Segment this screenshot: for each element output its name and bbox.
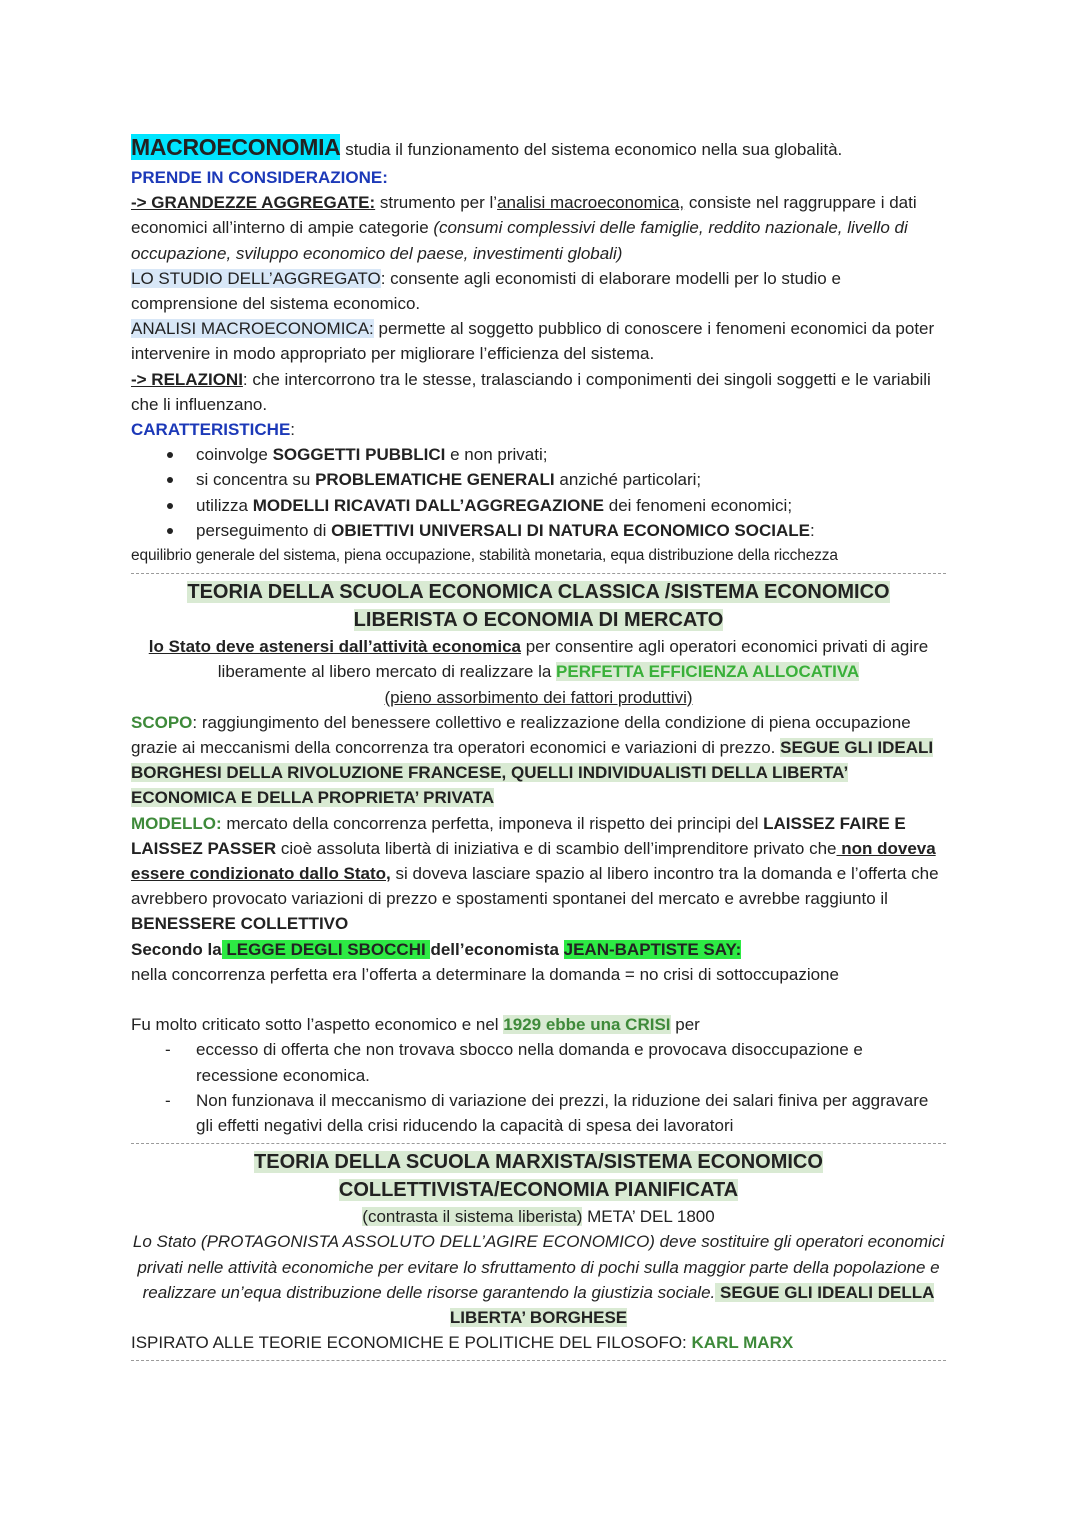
studio-label: LO STUDIO DELL’AGGREGATO — [131, 268, 381, 288]
notes-content — [131, 132, 946, 1365]
scopo-label: SCOPO — [131, 712, 193, 732]
scopo-paragraph — [131, 710, 946, 811]
studio-paragraph — [131, 266, 946, 316]
karl-marx: KARL MARX — [691, 1333, 794, 1353]
secondo-text: Secondo la — [131, 939, 222, 959]
contrasta-line — [131, 1204, 946, 1229]
grandezze-label: -> GRANDEZZE AGGREGATE: — [131, 193, 376, 213]
caratteristiche-colon: : — [290, 420, 296, 440]
classica-title — [131, 578, 946, 634]
analisi-text: permette al soggetto pubblico di conoscere i fenomeni economici da poter intervenire in modo appropriato per migliorare l’efficienza del sistema. — [131, 319, 935, 364]
caratteristiche-heading — [131, 417, 946, 442]
marxista-stato-paragraph — [131, 1229, 946, 1330]
macro-intro — [131, 132, 946, 165]
modello-text-1: mercato della concorrenza perfetta, imponeva il rispetto dei principi del — [221, 813, 764, 833]
relazioni-label: -> RELAZIONI — [131, 369, 243, 389]
list-item: - Non funzionava il meccanismo di variazione dei prezzi, la riduzione dei salari finiva per aggravare gli effetti negativi della crisi riducendo la capacità di spesa dei lavoratori — [165, 1088, 946, 1138]
analisi-paragraph — [131, 316, 946, 366]
relazioni-text: : che intercorrono tra le stesse, tralasciando i componimenti dei singoli soggetti e le variabili che li influenzano. — [131, 369, 931, 414]
caratteristiche-list — [131, 442, 946, 543]
studio-text: : consente agli economisti di elaborare modelli per lo studio e comprensione del sistema economico. — [131, 268, 841, 314]
macro-intro-text: studia il funzionamento del sistema economico nella sua globalità. — [340, 140, 843, 159]
bullet-post: dei fenomeni economici; — [604, 495, 793, 515]
ispirato-text: ISPIRATO ALLE TEORIE ECONOMICHE E POLITICHE DEL FILOSOFO: — [131, 1333, 692, 1353]
prende-heading: PRENDE IN CONSIDERAZIONE: — [131, 168, 388, 187]
caratteristiche-label: CARATTERISTICHE — [131, 420, 291, 440]
legge-sbocchi: LEGGE DEGLI SBOCCHI — [221, 939, 431, 959]
relazioni-paragraph — [131, 367, 946, 417]
grandezze-text-1: strumento per l’ — [375, 193, 498, 213]
criticato-text: Fu molto criticato sotto l’aspetto economico e nel — [131, 1015, 504, 1035]
crisi-1929: 1929 ebbe una CRISI — [503, 1015, 671, 1035]
classica-stato-paragraph — [131, 634, 946, 710]
secondo-line — [131, 937, 946, 962]
classica-title-line-2: LIBERISTA O ECONOMIA DI MERCATO — [353, 609, 724, 632]
bullet-pre: perseguimento di — [196, 520, 332, 540]
bullet-pre: coinvolge — [196, 445, 273, 465]
bullet-bold: OBIETTIVI UNIVERSALI DI NATURA ECONOMICO SOCIALE — [331, 520, 810, 540]
bullet-pre: si concentra su — [196, 470, 316, 490]
modello-text-2: cioè assoluta libertà di iniziativa e di scambio dell’imprenditore privato che — [276, 838, 837, 858]
stato-protagonista: Lo Stato (PROTAGONISTA ASSOLUTO DELL’AGIRE ECONOMICO) deve sostituire gli operatori economici privati nelle attività economiche per evitare lo sfruttamento di pochi sulla maggior parte della popolazione e realizzare un’equa distribuzione delle risorse garantendo la giustizia sociale. — [132, 1232, 945, 1302]
equilibrio-line: equilibrio generale del sistema, piena occupazione, stabilità monetaria, equa distribuzione della ricchezza — [131, 547, 838, 565]
scopo-text: : raggiungimento del benessere collettivo e realizzazione della condizione di piena occupazione grazie ai meccanismi della concorrenza tra operatori economici e variazioni di prezzo. — [131, 712, 911, 758]
nella-line: nella concorrenza perfetta era l’offerta a determinare la domanda = no crisi di sottoccupazione — [131, 964, 839, 984]
bullet-bold: SOGGETTI PUBBLICI — [272, 445, 446, 465]
benessere-collettivo: BENESSERE COLLETTIVO — [131, 914, 349, 934]
blank-line — [131, 987, 946, 1012]
section-divider — [131, 1360, 946, 1361]
bullet-pre: utilizza — [196, 495, 253, 515]
ispirato-line — [131, 1330, 946, 1355]
list-item — [165, 467, 946, 492]
list-item: - eccesso di offerta che non trovava sbocco nella domanda e provocava disoccupazione e recessione economica. — [165, 1037, 946, 1087]
segue-liberta-borghese: SEGUE GLI IDEALI DELLA LIBERTA’ BORGHESE — [449, 1282, 935, 1327]
economista-text: dell’economista — [430, 939, 564, 959]
section-divider — [131, 1143, 946, 1144]
modello-paragraph — [131, 811, 946, 937]
modello-text-3: si doveva lasciare spazio al libero incontro tra la domanda e l’offerta che avrebbero provocato variazioni di prezzo e spostamenti spontanei del mercato e avrebbe raggiunto il — [131, 864, 939, 909]
jean-baptiste-say: JEAN-BAPTISTE SAY: — [563, 939, 742, 959]
bullet-bold: PROBLEMATICHE GENERALI — [315, 470, 555, 490]
contrasta-text: (contrasta il sistema liberista) — [362, 1207, 583, 1227]
modello-label: MODELLO: — [131, 813, 222, 833]
analisi-underline: analisi macroeconomica, — [497, 193, 685, 213]
non-condizionato: non doveva essere condizionato dallo Stato, — [131, 838, 936, 884]
criticato-line — [131, 1012, 946, 1037]
stato-astenersi: lo Stato deve astenersi dall’attività economica — [148, 637, 521, 657]
marxista-title — [131, 1148, 946, 1204]
grandezze-italic: (consumi complessivi delle famiglie, reddito nazionale, livello di occupazione, sviluppo economico del paese, investimenti globali) — [131, 218, 908, 263]
list-item — [165, 442, 946, 467]
list-item — [165, 493, 946, 518]
bullet-bold: MODELLI RICAVATI DALL’AGGREGAZIONE — [252, 495, 605, 515]
crisi-list — [131, 1037, 946, 1138]
bullet-post: anziché particolari; — [554, 470, 702, 490]
per-text: per — [670, 1015, 700, 1035]
laissez-faire: LAISSEZ FAIRE E LAISSEZ PASSER — [131, 813, 906, 858]
marxista-title-line-2: COLLETTIVISTA/ECONOMIA PIANIFICATA — [338, 1179, 739, 1202]
pieno-assorbimento: (pieno assorbimento dei fattori produttivi) — [384, 687, 693, 707]
macro-title: MACROECONOMIA — [131, 134, 341, 160]
grandezze-paragraph — [131, 190, 946, 266]
bullet-post: : — [810, 520, 815, 540]
stato-text: per consentire agli operatori economici privati di agire liberamente al libero mercato di realizzare la — [217, 637, 929, 682]
meta-1800: META’ DEL 1800 — [582, 1207, 715, 1227]
analisi-label: ANALISI MACROECONOMICA: — [131, 319, 374, 339]
list-item — [165, 518, 946, 543]
classica-title-line-1: TEORIA DELLA SCUOLA ECONOMICA CLASSICA /SISTEMA ECONOMICO — [187, 581, 890, 604]
segue-ideali: SEGUE GLI IDEALI BORGHESI DELLA RIVOLUZIONE FRANCESE, QUELLI INDIVIDUALISTI DELLA LIBERTA’ ECONOMICA E DELLA PROPRIETA’ PRIVATA — [131, 738, 934, 808]
section-divider — [131, 573, 946, 574]
marxista-title-line-1: TEORIA DELLA SCUOLA MARXISTA/SISTEMA ECONOMICO — [254, 1151, 823, 1174]
efficienza-allocativa: PERFETTA EFFICIENZA ALLOCATIVA — [556, 662, 860, 682]
grandezze-text-2: consiste nel raggruppare i dati economici all’interno di ampie categorie — [131, 193, 917, 238]
bullet-post: e non privati; — [445, 445, 548, 465]
